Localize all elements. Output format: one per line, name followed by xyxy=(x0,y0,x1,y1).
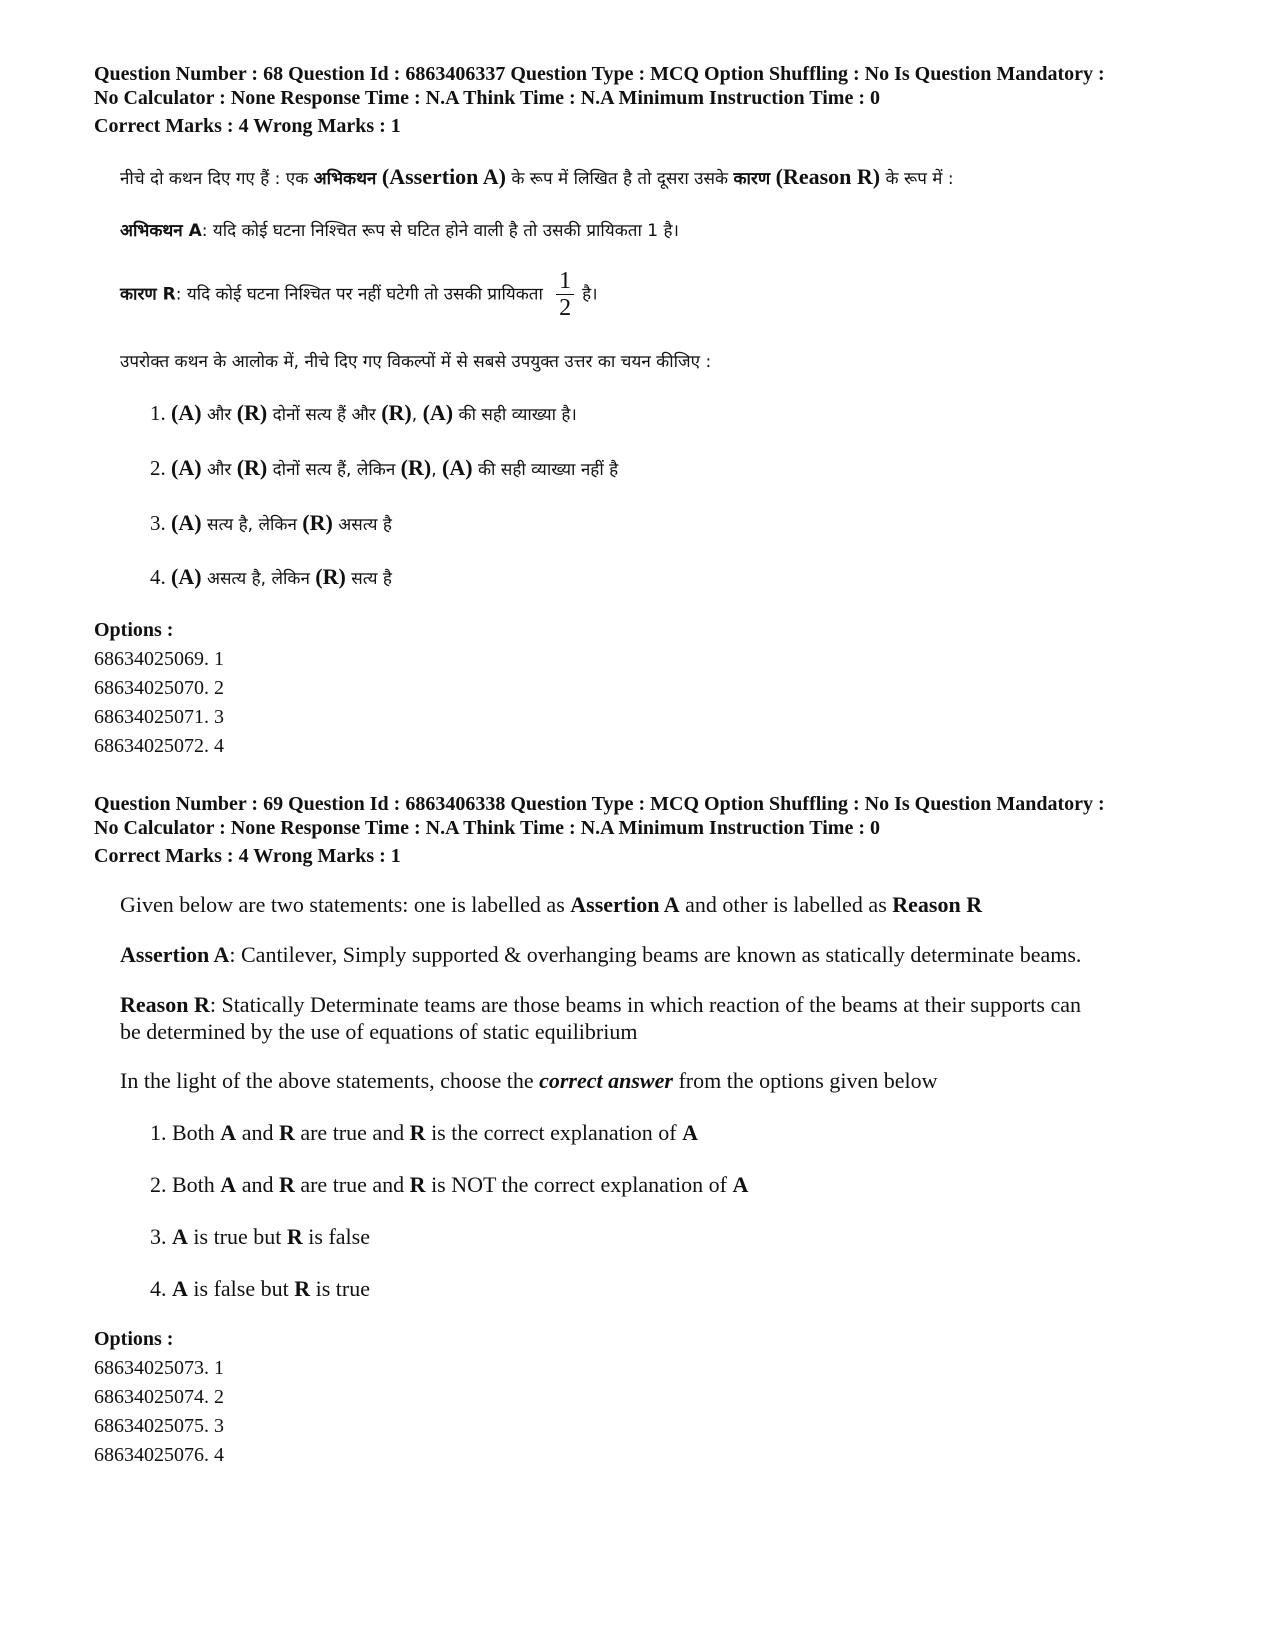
q68-reason: कारण R: यदि कोई घटना निश्चित पर नहीं घटेगी तो उसकी प्रायिकता $\frac{1}{2}$ है। xyxy=(120,268,598,321)
q69-meta-line-2: No Calculator : None Response Time : N.A Think Time : N.A Minimum Instruction Time : 0 xyxy=(94,817,880,839)
q69-choice-3: 3. A is true but R is false xyxy=(150,1224,370,1249)
q68-meta-line-1: Question Number : 68 Question Id : 6863406337 Question Type : MCQ Option Shuffling : No Is Question Mandatory : xyxy=(94,63,1105,85)
q68-marks: Correct Marks : 4 Wrong Marks : 1 xyxy=(94,115,401,137)
q68-options xyxy=(94,616,1194,761)
q69-option-1: 68634025073. 1 xyxy=(94,1357,224,1379)
q69-option-2: 68634025074. 2 xyxy=(94,1386,224,1408)
q69-assertion: Assertion A: Cantilever, Simply supported & overhanging beams are known as statically determinate beams. xyxy=(120,942,1082,967)
q68-choice-2: 2. (A) और (R) दोनों सत्य हैं, लेकिन (R), (A) की सही व्याख्या नहीं है xyxy=(150,455,619,480)
q68-choice-1: 1. (A) और (R) दोनों सत्य हैं और (R), (A) की सही व्याख्या है। xyxy=(150,400,577,425)
q69-reason-line-1: Reason R: Statically Determinate teams are those beams in which reaction of the beams at their supports can xyxy=(120,992,1081,1017)
q68-choice-4: 4. (A) असत्य है, लेकिन (R) सत्य है xyxy=(150,564,392,589)
q69-meta-line-1: Question Number : 69 Question Id : 6863406338 Question Type : MCQ Option Shuffling : No Is Question Mandatory : xyxy=(94,793,1105,815)
q69-prompt: In the light of the above statements, choose the correct answer from the options given below xyxy=(120,1068,938,1093)
q68-fraction: $\frac{1}{2}$ xyxy=(556,268,574,321)
q69-choice-4: 4. A is false but R is true xyxy=(150,1276,370,1301)
q69-marks: Correct Marks : 4 Wrong Marks : 1 xyxy=(94,845,401,867)
q69-option-4: 68634025076. 4 xyxy=(94,1444,224,1466)
q69-options-header: Options : xyxy=(94,1328,174,1350)
q69-options xyxy=(94,1325,1194,1470)
q69-header xyxy=(94,792,1194,868)
q68-option-1: 68634025069. 1 xyxy=(94,648,224,670)
q68-meta-line-2: No Calculator : None Response Time : N.A Think Time : N.A Minimum Instruction Time : 0 xyxy=(94,87,880,109)
q68-option-4: 68634025072. 4 xyxy=(94,735,224,757)
q68-choice-3: 3. (A) सत्य है, लेकिन (R) असत्य है xyxy=(150,510,392,535)
q68-option-2: 68634025070. 2 xyxy=(94,677,224,699)
q69-option-3: 68634025075. 3 xyxy=(94,1415,224,1437)
q69-choice-2: 2. Both A and R are true and R is NOT the correct explanation of A xyxy=(150,1172,749,1197)
q68-header xyxy=(94,62,1194,138)
q69-choice-1: 1. Both A and R are true and R is the correct explanation of A xyxy=(150,1120,699,1145)
q69-reason-line-2: be determined by the use of equations of static equilibrium xyxy=(120,1019,638,1044)
q68-option-3: 68634025071. 3 xyxy=(94,706,224,728)
q69-intro: Given below are two statements: one is labelled as Assertion A and other is labelled as Reason R xyxy=(120,892,983,917)
q68-prompt: उपरोक्त कथन के आलोक में, नीचे दिए गए विकल्पों में से सबसे उपयुक्त उत्तर का चयन कीजिए : xyxy=(120,352,712,372)
q68-intro: नीचे दो कथन दिए गए हैं : एक अभिकथन (Assertion A) के रूप में लिखित है तो दूसरा उसके कारण (Reason R) के रूप में : xyxy=(120,164,954,189)
q68-options-header: Options : xyxy=(94,619,174,641)
q68-assertion: अभिकथन A: यदि कोई घटना निश्चित रूप से घटित होने वाली है तो उसकी प्रायिकता 1 है। xyxy=(120,221,679,241)
